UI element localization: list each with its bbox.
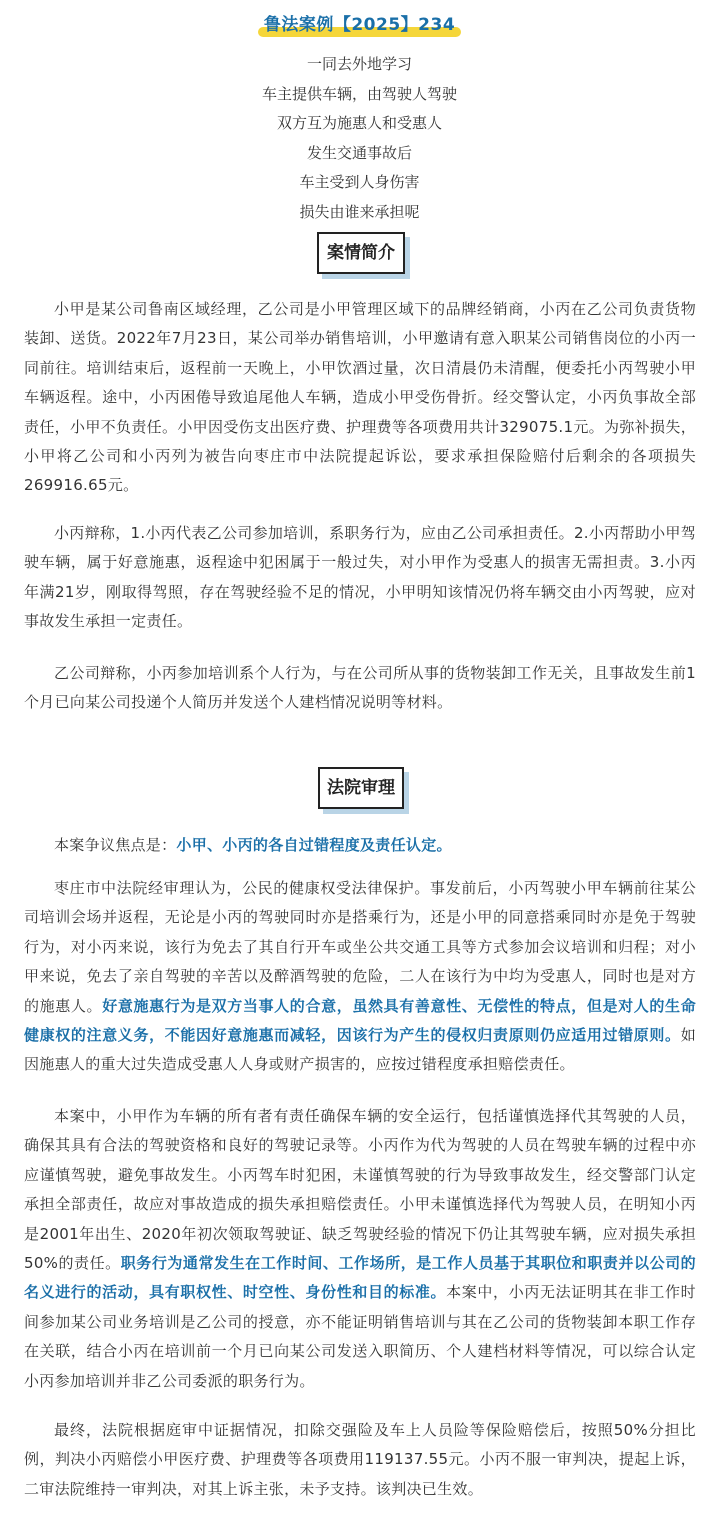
case-number-header — [0, 8, 719, 37]
intro-line: 车主提供车辆，由驾驶人驾驶 — [261, 84, 457, 103]
intro-line: 发生交通事故后 — [306, 143, 412, 162]
reasoning-text: 枣庄市中法院经审理认为，公民的健康权受法律保护。事发前后，小丙驾驶小甲车辆前往某公司培训会场并返程，无论是小丙的驾驶同时亦是搭乘行为，还是小甲的同意搭乘同时亦是免于驾驶行为，对小丙来说，该行为免去了其自行开车或坐公共交通工具等方式参加会议培训和归程；对小甲来说，免去了亲自驾驶的辛苦以及醉酒驾驶的危险，二人在该行为中均为受惠人，同时也是对方的施惠人。 — [24, 879, 696, 1015]
section-title-court-trial: 法院审理 — [318, 767, 404, 809]
case-number-badge — [258, 8, 461, 37]
liability-text: 本案中，小甲作为车辆的所有者有责任确保车辆的安全运行，包括谨慎选择代其驾驶的人员，确保其具有合法的驾驶资格和良好的驾驶记录等。小丙作为代为驾驶的人员在驾驶车辆的过程中亦应谨慎驾驶，避免事故发生。小丙驾车时犯困，未谨慎驾驶的行为导致事故发生，经交警部门认定承担全部责任，故应对事故造成的损失承担赔偿责任。小甲未谨慎选择代为驾驶人员，在明知小丙是2001年出生、2020年初次领取驾驶证、缺乏驾驶经验的情况下仍让其驾驶车辆，应对损失承担50%的责任。 — [24, 1107, 696, 1273]
paragraph-court-reasoning — [24, 874, 696, 1080]
section-title-case-summary: 案情简介 — [317, 232, 405, 274]
focus-emphasis: 小甲、小丙的各自过错程度及责任认定。 — [176, 836, 452, 854]
focus-prefix: 本案争议焦点是： — [54, 836, 177, 854]
intro-line: 一同去外地学习 — [306, 55, 412, 73]
case-number-text: 鲁法案例【2025】234 — [263, 15, 456, 35]
paragraph-dispute-focus — [24, 831, 696, 860]
liability-emphasis: 职务行为通常发生在工作时间、工作场所，是工作人员基于其职位和职责并以公司的名义进行的活动，具有职权性、时空性、身份性和目的标准。 — [24, 1254, 696, 1302]
intro-lines — [0, 50, 719, 227]
paragraph-defense-company: 乙公司辩称，小丙参加培训系个人行为，与在公司所从事的货物装卸工作无关，且事故发生前1个月已向某公司投递个人简历并发送个人建档情况说明等材料。 — [24, 664, 696, 712]
paragraph-judgment: 最终，法院根据庭审中证据情况，扣除交强险及车上人员险等保险赔偿后，按照50%分担比例，判决小丙赔偿小甲医疗费、护理费等各项费用119137.55元。小丙不服一审判决，提起上诉，二审法院维持一审判决，对其上诉主张，未予支持。该判决已生效。 — [24, 1421, 696, 1498]
paragraph-defense-bing: 小丙辩称，1.小丙代表乙公司参加培训，系职务行为，应由乙公司承担责任。2.小丙帮助小甲驾驶车辆，属于好意施惠，返程途中犯困属于一般过失，对小甲作为受惠人的损害无需担责。3.小丙年满21岁，刚取得驾照，存在驾驶经验不足的情况，小甲明知该情况仍将车辆交由小丙驾驶，应对事故发生承担一定责任。 — [24, 524, 696, 631]
liability-text-tail: 本案中，小丙无法证明其在非工作时间参加某公司业务培训是乙公司的授意，亦不能证明销售培训与其在乙公司的货物装卸本职工作存在关联，结合小丙在培训前一个月已向某公司发送入职简历、个人建档材料等情况，可以综合认定小丙参加培训并非乙公司委派的职务行为。 — [24, 1283, 696, 1390]
paragraph-liability-analysis — [24, 1102, 696, 1396]
intro-line: 损失由谁来承担呢 — [299, 202, 420, 221]
paragraph-case-facts: 小甲是某公司鲁南区域经理，乙公司是小甲管理区域下的品牌经销商，小丙在乙公司负责货物装卸、送货。2022年7月23日，某公司举办销售培训，小甲邀请有意入职某公司销售岗位的小丙一同前往。培训结束后，返程前一天晚上，小甲饮酒过量，次日清晨仍未清醒，便委托小丙驾驶小甲车辆返程。途中，小丙困倦导致追尾他人车辆，造成小甲受伤骨折。经交警认定，小丙负事故全部责任，小甲不负责任。小甲因受伤支出医疗费、护理费等各项费用共计329075.1元。为弥补损失，小甲将乙公司和小丙列为被告向枣庄市中法院提起诉讼，要求承担保险赔付后剩余的各项损失269916.65元。 — [24, 300, 696, 495]
reasoning-emphasis: 好意施惠行为是双方当事人的合意，虽然具有善意性、无偿性的特点，但是对人的生命健康权的注意义务，不能因好意施惠而减轻，因该行为产生的侵权归责原则仍应适用过错原则。 — [24, 996, 696, 1045]
intro-line: 车主受到人身伤害 — [299, 173, 420, 191]
intro-line: 双方互为施惠人和受惠人 — [276, 114, 442, 132]
reasoning-text-tail: 如因施惠人的重大过失造成受惠人人身或财产损害的，应按过错程度承担赔偿责任。 — [24, 1026, 696, 1074]
